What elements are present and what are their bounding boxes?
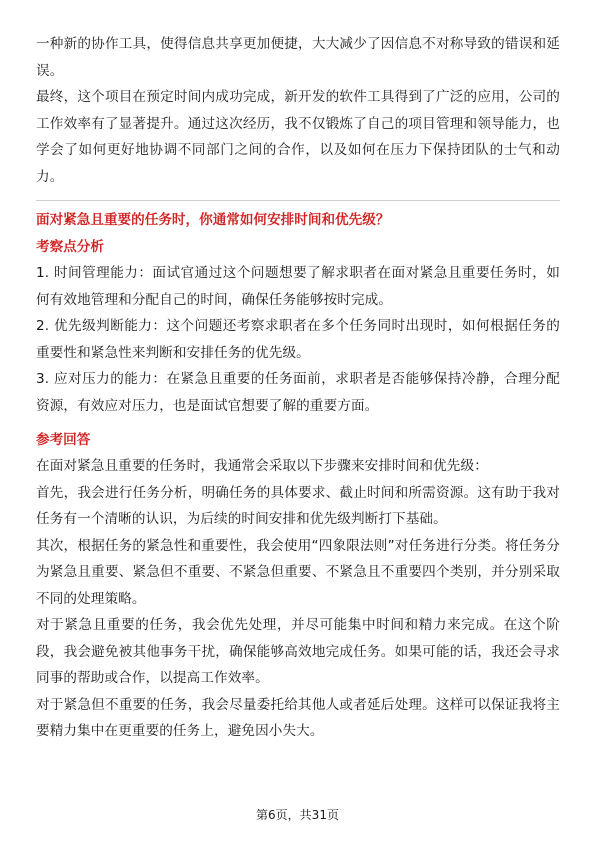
analysis-item: 2. 优先级判断能力：这个问题还考察求职者在多个任务同时出现时，如何根据任务的重要性和紧急性来判断和安排任务的优先级。 <box>36 318 560 361</box>
answer-heading: 参考回答 <box>36 432 91 448</box>
answer-paragraph: 对于紧急且重要的任务，我会优先处理，并尽可能集中时间和精力来完成。在这个阶段，我会避免被其他事务干扰，确保能够高效地完成任务。如果可能的话，我还会寻求同事的帮助或合作，以提高工作效率。 <box>36 617 560 686</box>
interview-question: 面对紧急且重要的任务时，你通常如何安排时间和优先级？ <box>36 212 390 228</box>
page-content <box>36 31 560 745</box>
analysis-heading: 考察点分析 <box>36 239 104 255</box>
answer-paragraph: 对于紧急但不重要的任务，我会尽量委托给其他人或者延后处理。这样可以保证我将主要精力集中在更重要的任务上，避免因小失大。 <box>36 696 560 739</box>
answer-paragraph: 其次，根据任务的紧急性和重要性，我会使用“四象限法则”对任务进行分类。将任务分为紧急且重要、紧急但不重要、不紧急但重要、不紧急且不重要四个类别，并分别采取不同的处理策略。 <box>36 537 560 607</box>
analysis-item: 1. 时间管理能力：面试官通过这个问题想要了解求职者在面对紧急且重要任务时，如何有效地管理和分配自己的时间，确保任务能够按时完成。 <box>36 265 560 308</box>
intro-paragraph: 最终，这个项目在预定时间内成功完成，新开发的软件工具得到了广泛的应用，公司的工作效率有了显著提升。通过这次经历，我不仅锻炼了自己的项目管理和领导能力，也学会了如何更好地协调不同部门之间的合作，以及如何在压力下保持团队的士气和动力。 <box>36 89 560 185</box>
answer-paragraph: 首先，我会进行任务分析，明确任务的具体要求、截止时间和所需资源。这有助于我对任务有一个清晰的认识，为后续的时间安排和优先级判断打下基础。 <box>36 484 560 527</box>
section-divider <box>36 200 560 201</box>
analysis-item: 3. 应对压力的能力：在紧急且重要的任务面前，求职者是否能够保持冷静，合理分配资源，有效应对压力，也是面试官想要了解的重要方面。 <box>36 371 560 414</box>
intro-paragraph: 一种新的协作工具，使得信息共享更加便捷，大大减少了因信息不对称导致的错误和延误。 <box>36 36 560 79</box>
page-number: 第6页，共31页 <box>256 808 339 822</box>
answer-paragraph: 在面对紧急且重要的任务时，我通常会采取以下步骤来安排时间和优先级： <box>36 458 488 474</box>
